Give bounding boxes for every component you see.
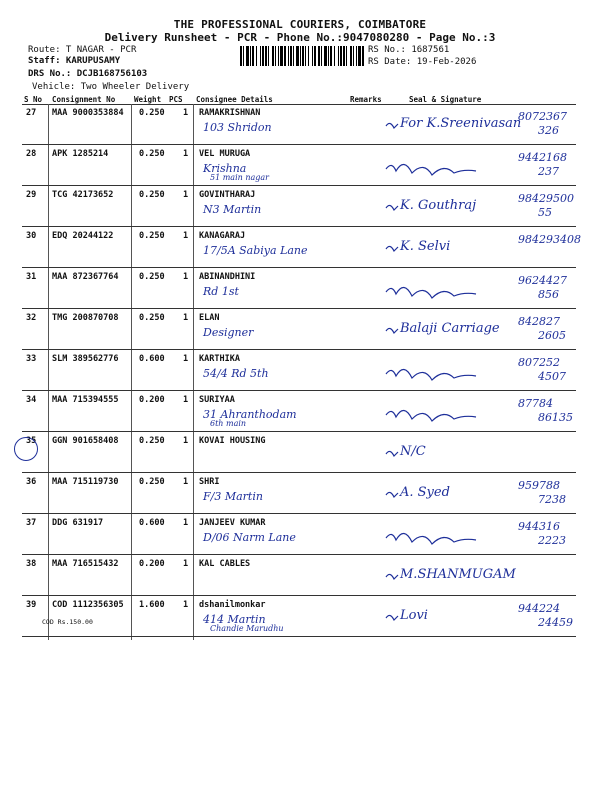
handwritten-phone: 807252 (518, 356, 560, 369)
row-weight: 0.250 (139, 231, 165, 241)
receiver-signature: K. Gouthraj (400, 198, 477, 213)
row-consignment-no: TCG 42173652 (52, 190, 114, 200)
row-consignee-name: RAMAKRISHNAN (199, 108, 261, 118)
row-sno: 31 (26, 272, 37, 282)
row-consignment-no: APK 1285214 (52, 149, 109, 159)
handwritten-phone: 9442168 (518, 151, 567, 164)
barcode (240, 46, 364, 66)
row-consignment-no: MAA 715119730 (52, 477, 119, 487)
handwritten-phone: 8072367 (518, 110, 567, 123)
handwritten-address: 31 Ahranthodam (203, 408, 297, 421)
handwritten-phone: 9624427 (518, 274, 567, 287)
signature-stroke (386, 328, 398, 333)
barcode-bar (278, 46, 279, 66)
handwritten-phone-suffix: 326 (538, 124, 559, 137)
barcode-bar (280, 46, 283, 66)
receiver-signature: A. Syed (400, 485, 450, 500)
row-rule (22, 595, 576, 596)
row-rule (22, 636, 576, 637)
receiver-signature: Lovi (400, 608, 428, 623)
signature-stroke (386, 533, 476, 544)
handwritten-phone-suffix: 7238 (538, 493, 566, 506)
col-pcs: PCS (169, 95, 183, 104)
handwritten-phone: 944316 (518, 520, 560, 533)
receiver-signature: For K.Sreenivasan (400, 116, 522, 131)
handwritten-phone: 87784 (518, 397, 553, 410)
signature-scribble (384, 444, 504, 472)
signature-scribble (384, 280, 504, 308)
barcode-bar (338, 46, 339, 66)
handwritten-address: F/3 Martin (203, 490, 263, 503)
row-consignee-name: dshanilmonkar (199, 600, 266, 610)
row-rule (22, 431, 576, 432)
signature-stroke (386, 246, 398, 251)
row-consignee-name: GOVINTHARAJ (199, 190, 256, 200)
row-consignment-no: TMG 200870708 (52, 313, 119, 323)
row-consignee-name: KARTHIKA (199, 354, 240, 364)
barcode-bar (308, 46, 309, 66)
signature-scribble (384, 239, 504, 267)
row-consignee-name: VEL MURUGA (199, 149, 251, 159)
handwritten-phone-suffix: 237 (538, 165, 559, 178)
rs-number: RS No.: 1687561 (368, 45, 450, 55)
row-consignee-name: SURIYAA (199, 395, 235, 405)
row-weight: 0.600 (139, 354, 165, 364)
row-weight: 0.250 (139, 477, 165, 487)
handwritten-address: 414 Martin (203, 613, 266, 626)
row-pcs: 1 (183, 149, 189, 159)
signature-stroke (386, 205, 398, 210)
row-rule (22, 308, 576, 309)
barcode-bar (302, 46, 304, 66)
row-rule (22, 349, 576, 350)
vehicle-label: Vehicle: Two Wheeler Delivery (32, 82, 190, 92)
signature-scribble (384, 157, 504, 185)
barcode-bar (300, 46, 301, 66)
signature-scribble (384, 403, 504, 431)
runsheet-subtitle: Delivery Runsheet - PCR - Phone No.:9047080280 - Page No.:3 (104, 31, 496, 44)
handwritten-address: D/06 Narm Lane (203, 531, 296, 544)
row-consignee-name: KANAGARAJ (199, 231, 246, 241)
handwritten-phone-suffix: 856 (538, 288, 559, 301)
receiver-signature: Balaji Carriage (400, 321, 500, 336)
signature-scribble (384, 116, 504, 144)
signature-stroke (386, 123, 398, 128)
row-weight: 0.200 (139, 395, 165, 405)
row-consignee-name: SHRI (199, 477, 220, 487)
signature-stroke (386, 164, 476, 175)
row-consignment-no: SLM 389562776 (52, 354, 119, 364)
row-sno: 36 (26, 477, 37, 487)
handwritten-address-line2: 6th main (210, 419, 247, 428)
row-pcs: 1 (183, 395, 189, 405)
row-weight: 0.250 (139, 272, 165, 282)
receiver-signature: K. Selvi (400, 239, 451, 254)
barcode-bar (256, 46, 257, 66)
barcode-bar (324, 46, 327, 66)
row-sno: 30 (26, 231, 37, 241)
col-remarks: Remarks (350, 95, 382, 104)
barcode-bar (260, 46, 261, 66)
handwritten-address: 54/4 Rd 5th (203, 367, 269, 380)
handwritten-address: 103 Shridon (203, 121, 272, 134)
row-weight: 0.250 (139, 108, 165, 118)
barcode-bar (250, 46, 251, 66)
row-sno: 29 (26, 190, 37, 200)
row-rule (22, 554, 576, 555)
handwritten-address: Rd 1st (203, 285, 239, 298)
col-sno: S No (24, 95, 43, 104)
handwritten-phone-suffix: 24459 (538, 616, 573, 629)
signature-scribble (384, 526, 504, 554)
barcode-bar (350, 46, 352, 66)
row-consignment-no: MAA 872367764 (52, 272, 119, 282)
barcode-bar (330, 46, 332, 66)
col-seal-signature: Seal & Signature (409, 95, 482, 104)
col-consignee: Consignee Details (196, 95, 273, 104)
signature-scribble (384, 567, 504, 595)
row-consignment-no: MAA 716515432 (52, 559, 119, 569)
row-weight: 1.600 (139, 600, 165, 610)
signature-stroke (386, 410, 476, 421)
barcode-bar (265, 46, 267, 66)
row-rule (22, 144, 576, 145)
row-pcs: 1 (183, 354, 189, 364)
col-consignment: Consignment No (52, 95, 116, 104)
barcode-bar (343, 46, 345, 66)
row-consignee-name: KOVAI HOUSING (199, 436, 266, 446)
signature-stroke (386, 574, 398, 579)
row-consignment-no: MAA 715394555 (52, 395, 119, 405)
row-sno: 33 (26, 354, 37, 364)
handwritten-phone: 842827 (518, 315, 560, 328)
handwritten-phone-suffix: 86135 (538, 411, 573, 424)
barcode-bar (356, 46, 357, 66)
barcode-bar (346, 46, 347, 66)
row-pcs: 1 (183, 518, 189, 528)
signature-scribble (384, 608, 504, 636)
barcode-bar (243, 46, 244, 66)
handwritten-address: Krishna (203, 162, 247, 175)
barcode-bar (340, 46, 342, 66)
signature-stroke (386, 369, 476, 380)
company-title: THE PROFESSIONAL COURIERS, COIMBATORE (173, 18, 427, 31)
row-rule (22, 185, 576, 186)
row-pcs: 1 (183, 477, 189, 487)
handwritten-phone-suffix: 4507 (538, 370, 566, 383)
cod-amount-note: COD Rs.150.00 (42, 618, 93, 626)
row-sno: 38 (26, 559, 37, 569)
row-consignee-name: ELAN (199, 313, 220, 323)
signature-stroke (386, 615, 398, 620)
handwritten-phone-suffix: 2223 (538, 534, 566, 547)
signature-stroke (386, 451, 398, 456)
row-weight: 0.250 (139, 149, 165, 159)
receiver-signature: M.SHANMUGAM (400, 567, 516, 582)
barcode-bar (314, 46, 316, 66)
barcode-bar (312, 46, 313, 66)
row-weight: 0.250 (139, 436, 165, 446)
header-rule (22, 104, 576, 105)
row-pcs: 1 (183, 600, 189, 610)
row-consignment-no: MAA 9000353884 (52, 108, 124, 118)
barcode-bar (318, 46, 320, 66)
row-sno: 39 (26, 600, 37, 610)
barcode-bar (362, 46, 364, 66)
row-sno: 27 (26, 108, 37, 118)
handwritten-phone-suffix: 55 (538, 206, 552, 219)
row-consignment-no: DDG 631917 (52, 518, 104, 528)
handwritten-phone-suffix: 2605 (538, 329, 566, 342)
row-consignment-no: EDQ 20244122 (52, 231, 114, 241)
row-sno: 35 (26, 436, 37, 446)
barcode-bar (252, 46, 254, 66)
row-consignee-name: KAL CABLES (199, 559, 251, 569)
signature-stroke (386, 287, 476, 298)
barcode-bar (290, 46, 292, 66)
row-weight: 0.250 (139, 313, 165, 323)
barcode-bar (334, 46, 335, 66)
row-pcs: 1 (183, 190, 189, 200)
staff-label: Staff: KARUPUSAMY (28, 56, 121, 66)
handwritten-phone: 98429500 (518, 192, 574, 205)
row-consignee-name: JANJEEV KUMAR (199, 518, 266, 528)
row-rule (22, 513, 576, 514)
signature-scribble (384, 321, 504, 349)
handwritten-address: Designer (203, 326, 254, 339)
handwritten-phone: 984293408 (518, 233, 581, 246)
handwritten-address: N3 Martin (203, 203, 262, 216)
rs-date: RS Date: 19-Feb-2026 (368, 57, 477, 67)
row-rule (22, 472, 576, 473)
row-weight: 0.200 (139, 559, 165, 569)
route-label: Route: T NAGAR - PCR (28, 45, 137, 55)
barcode-bar (240, 46, 242, 66)
barcode-bar (328, 46, 329, 66)
row-sno: 34 (26, 395, 37, 405)
row-sno: 37 (26, 518, 37, 528)
signature-scribble (384, 485, 504, 513)
barcode-bar (272, 46, 274, 66)
handwritten-address-line2: 51 main nagar (210, 173, 269, 182)
barcode-bar (268, 46, 269, 66)
signature-scribble (384, 198, 504, 226)
col-weight: Weight (134, 95, 162, 104)
row-weight: 0.600 (139, 518, 165, 528)
row-rule (22, 267, 576, 268)
row-pcs: 1 (183, 231, 189, 241)
barcode-bar (353, 46, 354, 66)
receiver-signature: N/C (400, 444, 426, 459)
barcode-bar (305, 46, 306, 66)
handwritten-address-line2: Chandie Marudhu (210, 624, 284, 633)
barcode-bar (293, 46, 294, 66)
row-sno: 28 (26, 149, 37, 159)
barcode-bar (296, 46, 299, 66)
handwritten-phone: 959788 (518, 479, 560, 492)
row-pcs: 1 (183, 436, 189, 446)
barcode-bar (284, 46, 286, 66)
handwritten-address: 17/5A Sabiya Lane (203, 244, 308, 257)
signature-scribble (384, 362, 504, 390)
signature-stroke (386, 492, 398, 497)
row-consignment-no: COD 1112356305 (52, 600, 124, 610)
row-pcs: 1 (183, 108, 189, 118)
barcode-bar (321, 46, 322, 66)
row-35-circle-mark (14, 437, 38, 461)
handwritten-phone: 944224 (518, 602, 560, 615)
barcode-bar (288, 46, 289, 66)
drs-number: DRS No.: DCJB168756103 (28, 69, 148, 79)
row-pcs: 1 (183, 313, 189, 323)
barcode-bar (262, 46, 264, 66)
row-consignee-name: ABINANDHINI (199, 272, 256, 282)
row-rule (22, 226, 576, 227)
row-weight: 0.250 (139, 190, 165, 200)
row-sno: 32 (26, 313, 37, 323)
barcode-bar (246, 46, 249, 66)
row-consignment-no: GGN 901658408 (52, 436, 119, 446)
barcode-bar (358, 46, 361, 66)
row-pcs: 1 (183, 272, 189, 282)
barcode-bar (275, 46, 276, 66)
row-rule (22, 390, 576, 391)
row-pcs: 1 (183, 559, 189, 569)
